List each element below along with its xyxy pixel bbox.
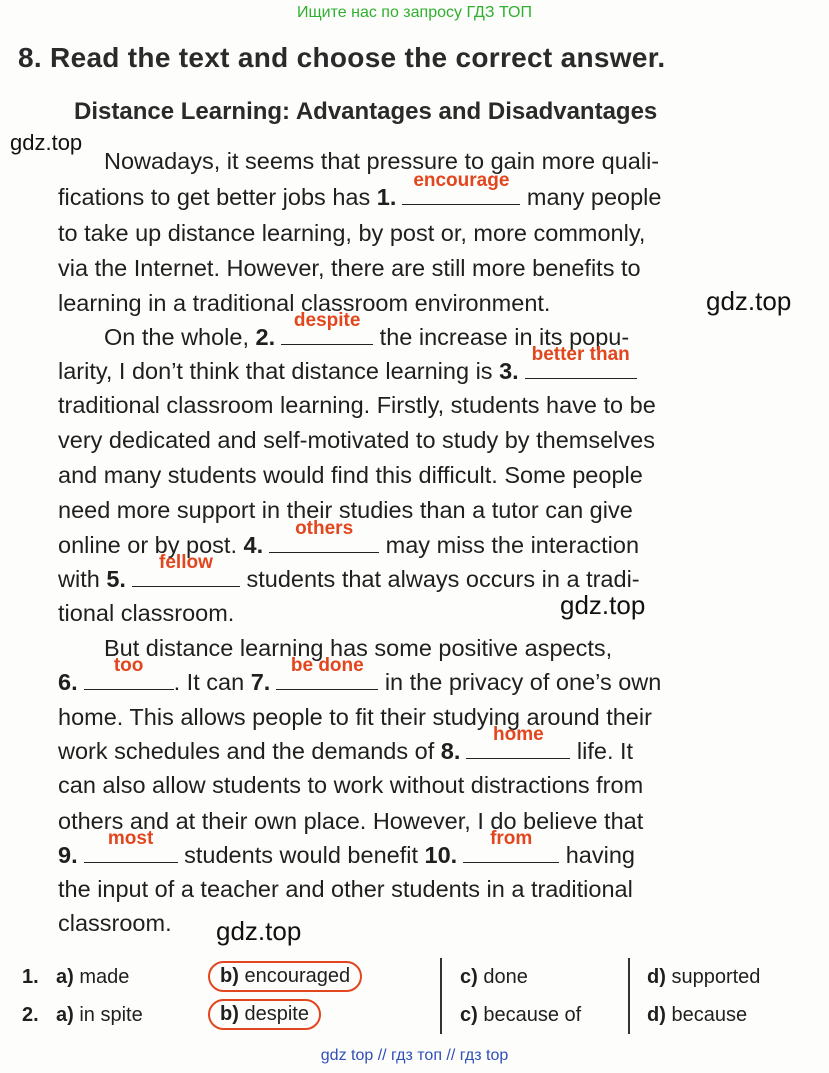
article-line: [58, 458, 643, 492]
line-text: the increase in its popu-: [373, 324, 630, 350]
gap-number: 10.: [424, 842, 458, 868]
gap-number: 2.: [255, 324, 276, 350]
line-text: life. It: [570, 738, 634, 764]
option-1d[interactable]: d) supported: [647, 966, 761, 988]
top-banner: Ищите нас по запросу ГДЗ ТОП: [297, 4, 532, 21]
option-2a[interactable]: a) in spite: [56, 1004, 143, 1026]
line-text: others and at their own place. However, I do believe that: [58, 808, 644, 834]
line-text: But distance learning has some positive aspects,: [104, 635, 613, 661]
option-row-1-number: 1.: [22, 966, 39, 988]
handwritten-answer: most: [107, 828, 154, 849]
handwritten-answer: home: [493, 724, 544, 745]
line-text: may miss the interaction: [379, 532, 640, 558]
article-line: [58, 423, 655, 457]
article-line: [58, 724, 634, 768]
gap-number: 7.: [250, 669, 271, 695]
option-2c[interactable]: c) because of: [460, 1004, 582, 1026]
line-text: fications to get better jobs has: [58, 184, 377, 210]
article-line: [58, 552, 640, 596]
handwritten-answer: too: [113, 655, 144, 676]
article-line: [58, 170, 662, 214]
gap-number: 9.: [58, 842, 78, 868]
line-text: . It can: [173, 669, 251, 695]
task-number: 8.: [18, 42, 42, 73]
answer-blank[interactable]: [84, 655, 174, 690]
watermark: gdz.top: [706, 286, 792, 316]
line-text: via the Internet. However, there are still more benefits to: [58, 255, 641, 281]
line-text: students would benefit: [177, 842, 425, 868]
answer-blank[interactable]: [463, 828, 559, 863]
handwritten-answer: better than: [531, 344, 630, 365]
line-text: larity, I don’t think that distance learning is: [58, 358, 500, 384]
watermark: gdz.top: [560, 590, 646, 620]
line-text: traditional classroom learning. Firstly, students have to be: [58, 392, 656, 418]
gap-number: 4.: [243, 532, 264, 558]
article-line: [58, 216, 645, 250]
handwritten-answer: encourage: [413, 170, 510, 191]
article-line: [58, 655, 662, 699]
gap-number: 8.: [440, 738, 461, 764]
option-divider: [628, 958, 630, 1034]
answer-blank[interactable]: [281, 310, 373, 345]
line-text: many people: [520, 184, 662, 210]
answer-blank[interactable]: [276, 655, 378, 690]
line-text: the input of a teacher and other students in a traditional: [58, 876, 633, 902]
handwritten-answer: despite: [293, 310, 361, 331]
line-text: to take up distance learning, by post or, more commonly,: [58, 220, 646, 246]
article-line: [58, 596, 234, 630]
line-text: online or by post.: [58, 532, 244, 558]
article-line: [58, 828, 635, 872]
line-text: classroom.: [58, 910, 172, 936]
line-text: need more support in their studies than a tutor can give: [58, 497, 633, 523]
line-text: tional classroom.: [58, 600, 235, 626]
article-line: [58, 388, 656, 422]
option-row-2-number: 2.: [22, 1004, 39, 1026]
line-text: learning in a traditional classroom environment.: [58, 290, 551, 316]
gap-number: 5.: [106, 566, 126, 592]
handwritten-answer: be done: [290, 655, 364, 676]
answer-blank[interactable]: [84, 828, 178, 863]
article-line: [58, 906, 172, 940]
line-text: Nowadays, it seems that pressure to gain more quali-: [104, 148, 660, 174]
answer-blank[interactable]: [269, 518, 379, 553]
option-1c[interactable]: c) done: [460, 966, 528, 988]
line-text: students that always occurs in a tradi-: [239, 566, 640, 592]
line-text: work schedules and the demands of: [58, 738, 441, 764]
handwritten-answer: fellow: [159, 552, 213, 573]
line-text: with: [58, 566, 107, 592]
handwritten-answer: others: [295, 518, 354, 539]
option-2b-selected[interactable]: b) despite: [208, 999, 321, 1030]
task-heading: [18, 42, 665, 74]
option-1b-selected[interactable]: b) encouraged: [208, 961, 362, 992]
line-text: in the privacy of one’s own: [378, 669, 662, 695]
line-text: having: [559, 842, 635, 868]
watermark: gdz.top: [10, 130, 83, 155]
article-line: [58, 251, 641, 285]
article-line: [58, 872, 633, 906]
article-line: [58, 768, 643, 802]
answer-blank[interactable]: [132, 552, 240, 587]
option-2d[interactable]: d) because: [647, 1004, 748, 1026]
line-text: home. This allows people to fit their studying around their: [58, 704, 652, 730]
gap-number: 3.: [499, 358, 519, 384]
answer-blank[interactable]: [466, 724, 570, 759]
handwritten-answer: from: [490, 828, 533, 849]
answer-blank[interactable]: [525, 344, 637, 379]
article-line: [58, 344, 637, 388]
line-text: very dedicated and self-motivated to study by themselves: [58, 427, 655, 453]
gap-number: 1.: [376, 184, 397, 210]
option-divider: [440, 958, 442, 1034]
task-instruction: Read the text and choose the correct answer.: [50, 42, 666, 73]
line-text: can also allow students to work without distractions from: [58, 772, 644, 798]
article-title: Distance Learning: Advantages and Disadvantages: [74, 98, 658, 125]
article-line: [104, 144, 659, 178]
footer-watermark: gdz top // гдз топ // гдз top: [320, 1047, 509, 1064]
watermark: gdz.top: [216, 916, 302, 946]
gap-number: 6.: [58, 669, 78, 695]
line-text: On the whole,: [104, 324, 256, 350]
line-text: and many students would find this difficult. Some people: [58, 462, 643, 488]
option-1a[interactable]: a) made: [56, 966, 130, 988]
answer-blank[interactable]: [402, 170, 520, 205]
